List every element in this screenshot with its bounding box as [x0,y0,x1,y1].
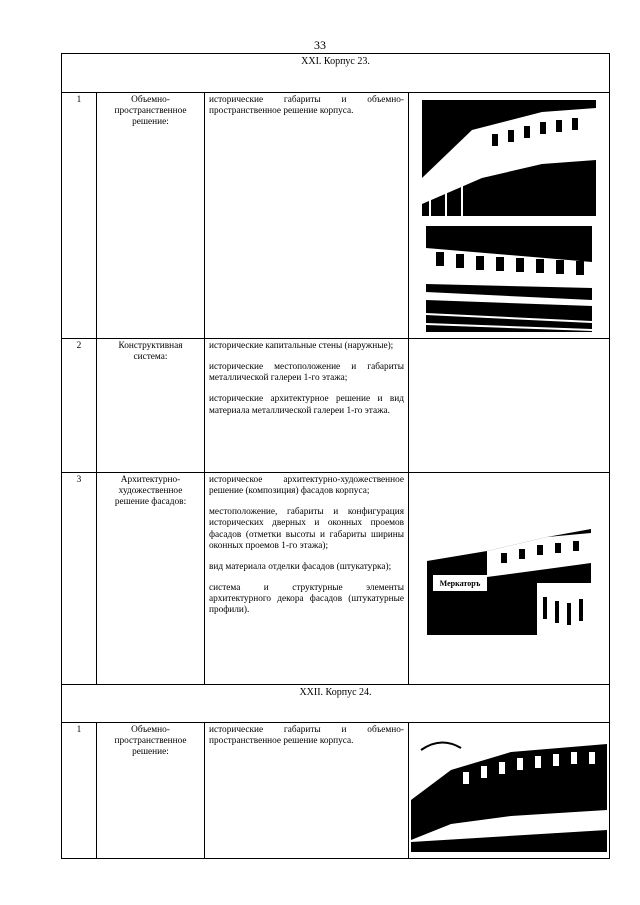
description-item: исторические местоположение и габариты металлической галереи 1-го этажа; [209,362,404,384]
description-item: исторические габариты и объемно-пространственное решение корпуса. [209,725,404,747]
photo-cell [409,723,610,859]
description-item: местоположение, габариты и конфигурация исторических дверных и оконных проемов фасадов (отметки высоты и габариты ширины оконных проемов 1-го этажа); [209,507,404,551]
photo-cell [409,93,610,339]
row-number: 3 [62,473,97,685]
facade-photo [427,523,591,635]
row-number: 1 [62,93,97,339]
building-photo [411,730,607,852]
description-item: историческое архитектурно-художественное решение (композиция) фасадов корпуса; [209,475,404,497]
row-description [205,339,409,473]
table-row [62,723,610,859]
row-name: Конструктивная система: [97,339,205,473]
row-number: 1 [62,723,97,859]
gallery-photo [426,226,592,332]
row-name: Объемно-пространственное решение: [97,723,205,859]
description-item: система и структурные элементы архитектурного декора фасадов (штукатурные профили). [209,583,404,616]
photo-cell [409,339,610,473]
photo-cell [409,473,610,685]
description-item: исторические капитальные стены (наружные); [209,341,394,351]
description-item: исторические габариты и объемно-пространственное решение корпуса. [209,95,404,117]
shop-sign: Меркаторъ [439,578,481,588]
row-number: 2 [62,339,97,473]
description-item: вид материала отделки фасадов (штукатурка); [209,561,392,572]
row-description [205,723,409,859]
table-row [62,93,610,339]
row-description [205,93,409,339]
table-row [62,473,610,685]
row-name: Объемно-пространственное решение: [97,93,205,339]
table-row [62,339,610,473]
building-photo [422,100,596,216]
page-number: 33 [314,38,326,52]
row-description [205,473,409,685]
row-name: Архитектурно-художественное решение фасадов: [97,473,205,685]
section-title: XXII. Корпус 24. [62,685,610,723]
section-title: XXI. Корпус 23. [62,54,610,93]
section-header [62,54,610,93]
section-header [62,685,610,723]
protected-elements-table [61,53,610,859]
description-item: исторические архитектурное решение и вид материала металлической галереи 1-го этажа. [209,394,404,416]
